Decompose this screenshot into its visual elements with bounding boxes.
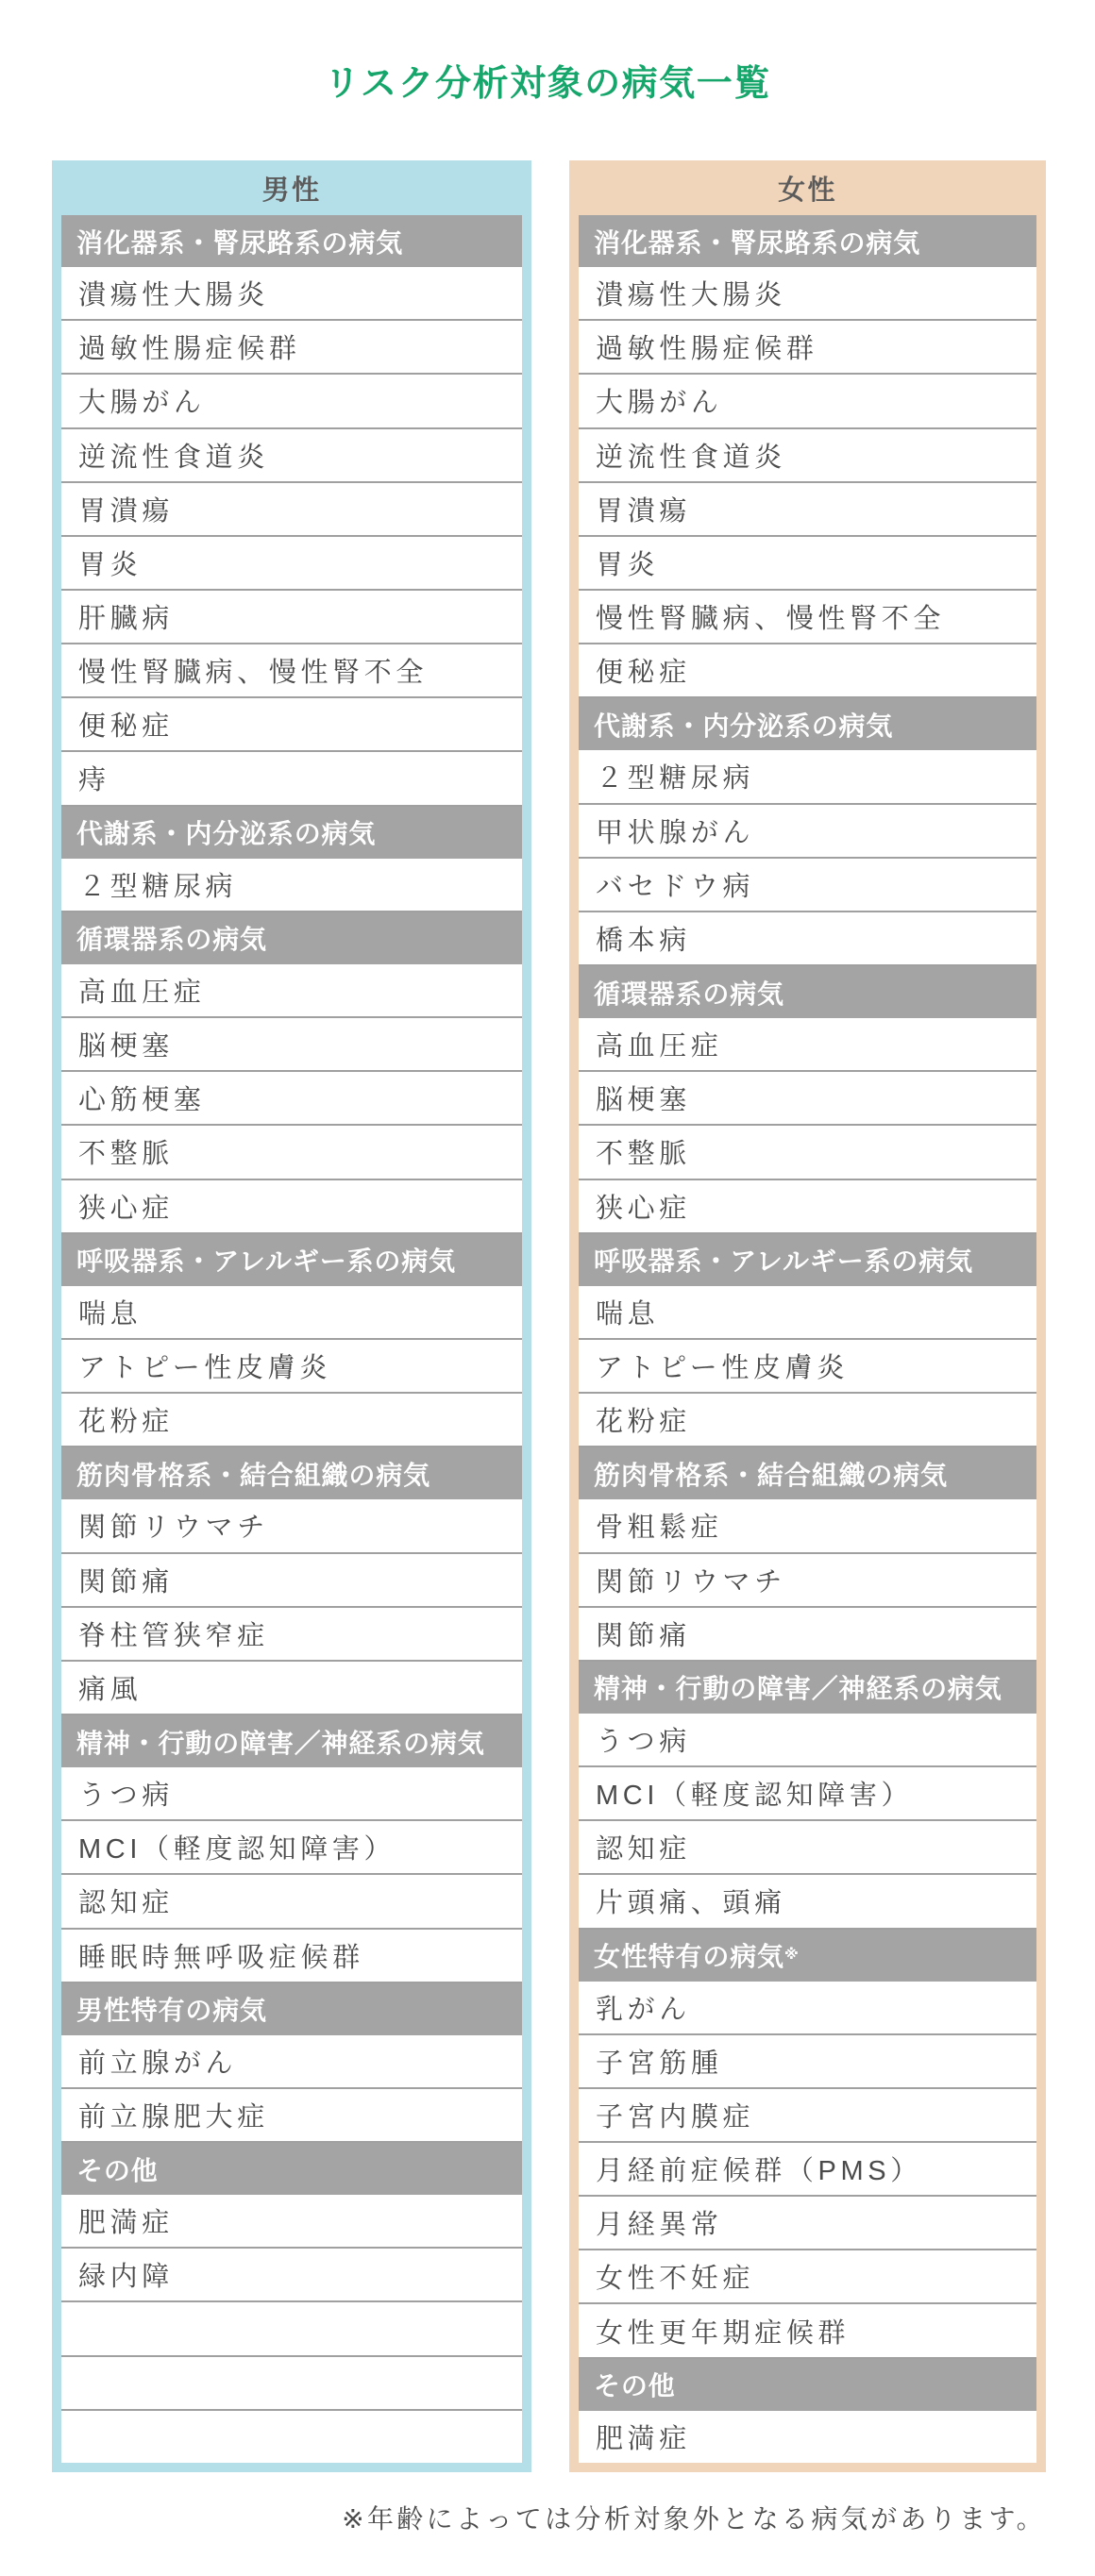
disease-label: 慢性腎臓病、慢性腎不全 bbox=[596, 604, 946, 635]
disease-row bbox=[579, 912, 1036, 966]
disease-label: 関節リウマチ bbox=[596, 1566, 786, 1597]
disease-row bbox=[61, 752, 522, 806]
disease-label: 橋本病 bbox=[596, 925, 691, 956]
footnote-marker-icon: ※ bbox=[783, 1947, 799, 1964]
disease-label: 子宮筋腫 bbox=[596, 2048, 723, 2079]
disease-row bbox=[579, 321, 1036, 375]
section-header-label: 循環器系の病気 bbox=[594, 979, 784, 1009]
section-header-row bbox=[61, 2143, 522, 2195]
disease-row bbox=[61, 429, 522, 483]
disease-row bbox=[61, 1340, 522, 1394]
section-header-label: 消化器系・腎尿路系の病気 bbox=[594, 227, 921, 258]
disease-row bbox=[579, 1767, 1036, 1821]
male-disease-column bbox=[52, 160, 531, 2472]
disease-row bbox=[61, 1930, 522, 1983]
disease-row bbox=[61, 267, 522, 321]
disease-label: 骨粗鬆症 bbox=[596, 1513, 723, 1544]
disease-label: 肥満症 bbox=[78, 2208, 174, 2239]
section-header-row bbox=[579, 1447, 1036, 1499]
disease-label: 狭心症 bbox=[596, 1193, 691, 1224]
disease-label: 潰瘍性大腸炎 bbox=[78, 280, 269, 311]
disease-label: 大腸がん bbox=[78, 388, 206, 419]
disease-row bbox=[579, 267, 1036, 321]
disease-row bbox=[579, 2250, 1036, 2304]
section-header-row bbox=[579, 215, 1036, 267]
disease-label: ２型糖尿病 bbox=[596, 763, 755, 795]
disease-label: 心筋梗塞 bbox=[78, 1085, 206, 1116]
section-header-row bbox=[579, 698, 1036, 750]
disease-label: 花粉症 bbox=[596, 1407, 691, 1438]
disease-row bbox=[61, 964, 522, 1018]
section-header-label: 筋肉骨格系・結合組織の病気 bbox=[76, 1460, 430, 1490]
disease-row bbox=[61, 2195, 522, 2249]
female-disease-column bbox=[569, 160, 1046, 2472]
disease-label: 胃潰瘍 bbox=[596, 495, 691, 527]
disease-label: 緑内障 bbox=[78, 2262, 174, 2293]
disease-label: 前立腺肥大症 bbox=[78, 2101, 269, 2133]
section-header-row bbox=[579, 2359, 1036, 2411]
disease-label: 高血圧症 bbox=[78, 978, 206, 1009]
section-header-row bbox=[579, 1662, 1036, 1714]
disease-label: アトピー性皮膚炎 bbox=[596, 1353, 849, 1384]
disease-label: 女性更年期症候群 bbox=[596, 2317, 851, 2349]
disease-row bbox=[579, 429, 1036, 483]
section-header-row bbox=[579, 1234, 1036, 1286]
disease-label: 不整脈 bbox=[78, 1139, 174, 1170]
disease-row bbox=[61, 1126, 522, 1179]
disease-row bbox=[579, 805, 1036, 859]
disease-row bbox=[579, 2197, 1036, 2250]
disease-label: 脊柱管狭窄症 bbox=[78, 1620, 269, 1651]
empty-row bbox=[61, 2302, 522, 2356]
section-header-row bbox=[61, 1234, 522, 1286]
disease-label: 高血圧症 bbox=[596, 1031, 723, 1062]
disease-label: うつ病 bbox=[78, 1781, 174, 1812]
disease-row bbox=[579, 1875, 1036, 1929]
disease-row bbox=[61, 2035, 522, 2089]
disease-label: バセドウ病 bbox=[596, 871, 755, 902]
disease-label: アトピー性皮膚炎 bbox=[78, 1353, 331, 1384]
disease-label: 認知症 bbox=[596, 1834, 691, 1865]
disease-label: 前立腺がん bbox=[78, 2048, 238, 2079]
section-header-label: 循環器系の病気 bbox=[76, 925, 267, 955]
disease-row bbox=[61, 1767, 522, 1821]
disease-label: 睡眠時無呼吸症候群 bbox=[78, 1942, 364, 1973]
disease-label: 狭心症 bbox=[78, 1193, 174, 1224]
disease-row bbox=[579, 1180, 1036, 1234]
disease-row bbox=[61, 1072, 522, 1126]
page-title: リスク分析対象の病気一覧 bbox=[324, 64, 771, 104]
disease-row bbox=[61, 1499, 522, 1553]
disease-label: 乳がん bbox=[596, 1994, 691, 2025]
disease-label: 脳梗塞 bbox=[78, 1031, 174, 1062]
section-header-label: 精神・行動の障害／神経系の病気 bbox=[594, 1674, 1002, 1704]
disease-label: 便秘症 bbox=[78, 711, 174, 743]
section-header-row bbox=[579, 966, 1036, 1018]
disease-label: 胃炎 bbox=[78, 549, 143, 580]
section-header-label: 消化器系・腎尿路系の病気 bbox=[76, 227, 404, 258]
disease-label: 過敏性腸症候群 bbox=[78, 334, 301, 365]
disease-label: 花粉症 bbox=[78, 1407, 174, 1438]
disease-row bbox=[61, 1554, 522, 1608]
section-header-label: その他 bbox=[594, 2371, 676, 2401]
disease-label: 片頭痛、頭痛 bbox=[596, 1888, 786, 1919]
section-header-label: 女性特有の病気 bbox=[594, 1942, 784, 1972]
age-exclusion-footnote: ※年齢によっては分析対象外となる病気があります。 bbox=[342, 2504, 1046, 2534]
disease-label: 慢性腎臓病、慢性腎不全 bbox=[78, 658, 429, 689]
disease-row bbox=[579, 1072, 1036, 1126]
section-header-row bbox=[579, 1930, 1036, 1982]
disease-label: 潰瘍性大腸炎 bbox=[596, 280, 786, 311]
disease-row bbox=[61, 2089, 522, 2143]
disease-label: 逆流性食道炎 bbox=[596, 442, 786, 473]
disease-row bbox=[61, 321, 522, 375]
disease-row bbox=[579, 2143, 1036, 2197]
disease-row bbox=[579, 375, 1036, 428]
disease-row bbox=[579, 2035, 1036, 2089]
disease-row bbox=[579, 2411, 1036, 2463]
disease-label: 甲状腺がん bbox=[596, 817, 755, 848]
disease-row bbox=[579, 859, 1036, 912]
disease-label: 胃炎 bbox=[596, 549, 660, 580]
disease-row bbox=[61, 698, 522, 752]
disease-row bbox=[579, 591, 1036, 644]
disease-row bbox=[579, 750, 1036, 804]
disease-label: MCI（軽度認知障害） bbox=[596, 1781, 914, 1812]
disease-row bbox=[579, 483, 1036, 537]
disease-label: 月経前症候群（PMS） bbox=[596, 2156, 922, 2187]
disease-label: 肝臓病 bbox=[78, 604, 174, 635]
male-disease-table bbox=[61, 215, 522, 2463]
disease-label: うつ病 bbox=[596, 1727, 691, 1757]
disease-row bbox=[579, 2089, 1036, 2143]
disease-row bbox=[61, 1608, 522, 1662]
disease-row bbox=[579, 644, 1036, 698]
disease-row bbox=[61, 1662, 522, 1715]
section-header-label: 筋肉骨格系・結合組織の病気 bbox=[594, 1460, 948, 1490]
disease-row bbox=[61, 1821, 522, 1875]
female-disease-table bbox=[579, 215, 1036, 2463]
section-header-label: 代謝系・内分泌系の病気 bbox=[76, 819, 377, 849]
disease-label: ２型糖尿病 bbox=[78, 871, 238, 902]
disease-row bbox=[61, 644, 522, 698]
disease-row bbox=[579, 1554, 1036, 1608]
section-header-row bbox=[61, 1715, 522, 1767]
section-header-label: 呼吸器系・アレルギー系の病気 bbox=[594, 1246, 973, 1277]
disease-label: 喘息 bbox=[596, 1298, 660, 1330]
section-header-label: その他 bbox=[76, 2155, 159, 2185]
disease-row bbox=[579, 1394, 1036, 1447]
disease-row bbox=[61, 2249, 522, 2302]
disease-label: MCI（軽度認知障害） bbox=[78, 1834, 396, 1865]
disease-row bbox=[61, 537, 522, 591]
disease-row bbox=[579, 1286, 1036, 1340]
section-header-label: 精神・行動の障害／神経系の病気 bbox=[76, 1728, 485, 1758]
empty-row bbox=[61, 2411, 522, 2463]
disease-row bbox=[579, 1982, 1036, 2035]
disease-label: 痔 bbox=[78, 765, 110, 796]
disease-row bbox=[579, 1499, 1036, 1553]
disease-row bbox=[579, 1714, 1036, 1767]
disease-label: 脳梗塞 bbox=[596, 1085, 691, 1116]
disease-row bbox=[61, 375, 522, 428]
disease-label: 大腸がん bbox=[596, 388, 723, 419]
disease-row bbox=[61, 1875, 522, 1929]
disease-label: 関節リウマチ bbox=[78, 1513, 269, 1544]
disease-row bbox=[579, 2304, 1036, 2358]
disease-label: 便秘症 bbox=[596, 658, 691, 689]
disease-label: 胃潰瘍 bbox=[78, 495, 174, 527]
section-header-row bbox=[61, 1983, 522, 2035]
disease-label: 子宮内膜症 bbox=[596, 2101, 755, 2133]
male-column-header: 男性 bbox=[261, 175, 322, 206]
disease-label: 肥満症 bbox=[596, 2423, 691, 2454]
disease-label: 痛風 bbox=[78, 1674, 143, 1705]
disease-row bbox=[579, 537, 1036, 591]
disease-row bbox=[579, 1340, 1036, 1394]
disease-label: 過敏性腸症候群 bbox=[596, 334, 818, 365]
disease-label: 喘息 bbox=[78, 1298, 143, 1330]
disease-row bbox=[61, 1286, 522, 1340]
disease-row bbox=[61, 859, 522, 912]
disease-row bbox=[579, 1821, 1036, 1875]
disease-label: 認知症 bbox=[78, 1888, 174, 1919]
section-header-row bbox=[61, 912, 522, 964]
disease-row bbox=[579, 1126, 1036, 1179]
female-column-header: 女性 bbox=[778, 175, 837, 206]
section-header-label: 男性特有の病気 bbox=[76, 1996, 267, 2026]
section-header-row bbox=[61, 215, 522, 267]
disease-row bbox=[61, 483, 522, 537]
section-header-label: 代謝系・内分泌系の病気 bbox=[594, 711, 894, 741]
disease-label: 女性不妊症 bbox=[596, 2264, 755, 2295]
disease-label: 逆流性食道炎 bbox=[78, 442, 269, 473]
empty-row bbox=[61, 2357, 522, 2411]
disease-label: 月経異常 bbox=[596, 2210, 723, 2241]
disease-row bbox=[61, 1018, 522, 1072]
disease-label: 関節痛 bbox=[596, 1620, 691, 1651]
disease-label: 関節痛 bbox=[78, 1566, 174, 1597]
disease-label: 不整脈 bbox=[596, 1139, 691, 1170]
disease-row bbox=[61, 1180, 522, 1234]
disease-row bbox=[61, 591, 522, 644]
disease-row bbox=[579, 1608, 1036, 1662]
section-header-row bbox=[61, 807, 522, 859]
section-header-label: 呼吸器系・アレルギー系の病気 bbox=[76, 1246, 456, 1277]
section-header-row bbox=[61, 1447, 522, 1499]
disease-row bbox=[61, 1394, 522, 1447]
disease-row bbox=[579, 1018, 1036, 1072]
